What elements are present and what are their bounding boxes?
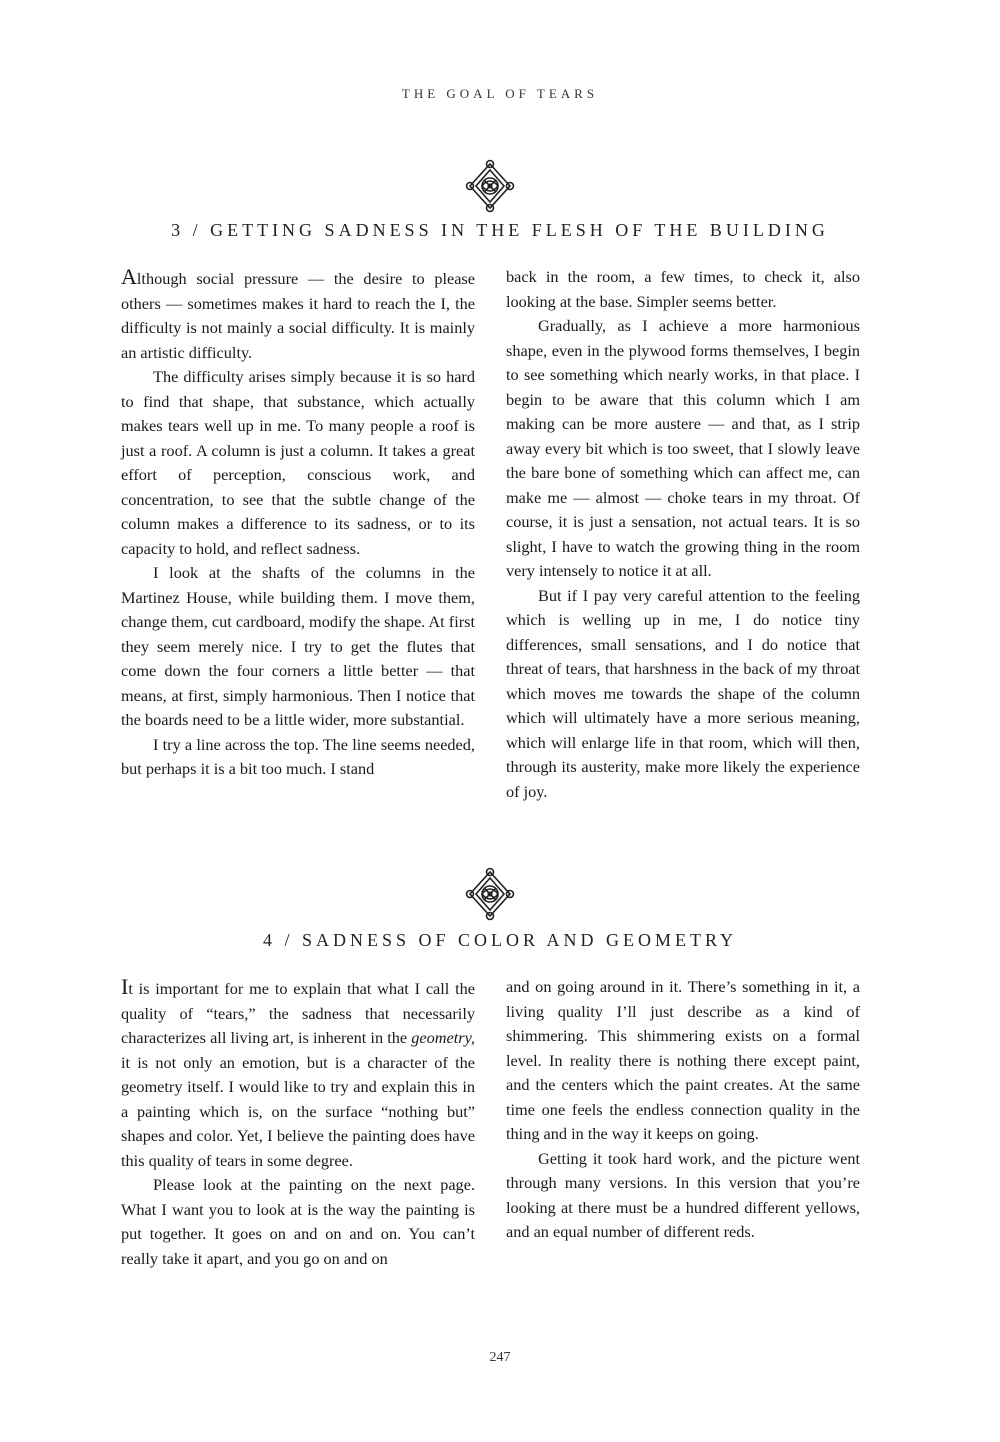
paragraph: I look at the shafts of the columns in the Martinez House, while building them. I move them, change them, cut cardboard, modify the shape. At first they seem merely nice. I try to get the flutes that come down the four corners a little better — that means, at first, simply harmonious. Then I notice that the boards need to be a little wider, more substantial. [121,563,476,729]
paragraph: Although social pressure — the desire to please others — sometimes makes it hard to reach the I, the difficulty is not mainly a social difficulty. It is mainly an artistic difficulty. [121,264,475,362]
paragraph: But if I pay very careful attention to the feeling which is welling up in me, I do notice tiny differences, small sensations, and I do notice that threat of tears, that harshness in the back of my throat which moves me towards the shape of the column which will ultimately have a more serious meaning, which will enlarge life in that room, which will then, through its austerity, make more likely the experience of joy. [506,585,860,801]
paragraph: Please look at the painting on the next page. What I want you to look at is the way the painting is put together. It goes on and on and on. You can’t really take it apart, and you go on and on [121,1175,475,1268]
paragraph: The difficulty arises simply because it is so hard to find that shape, that substance, which actually makes tears well up in me. To many people a roof is just a roof. A column is just a column. It takes a great effort of perception, conscious work, and concentration, to see that the subtle change of the column makes a difference to its sadness, or to its capacity to hold, and reflect sadness. [121,367,475,558]
celtic-knot-icon [462,866,518,922]
running-head: THE GOAL OF TEARS [401,86,599,101]
emphasis-text: geometry, [411,1028,475,1047]
paragraph: back in the room, a few times, to check it, also looking at the base. Simpler seems better. [506,267,860,311]
ornament-1 [462,158,518,214]
celtic-knot-icon [462,158,518,214]
paragraph [121,975,475,1173]
paragraph: and on going around in it. There’s something in it, a living quality I’ll just describe as a kind of shimmering. This shimmering exists on a formal level. In reality there is nothing there except paint, and the centers which the paint creates. At the same time one feels the endless connection quality in the thing and in the way it keeps on going. [506,977,860,1143]
ornament-2 [462,866,518,922]
section-3-left-column [121,265,475,782]
section-3-right-column [506,265,860,804]
paragraph: Gradually, as I achieve a more harmonious shape, even in the plywood forms themselves, I begin to see something which nearly works, in that place. I begin to be aware that this column which I am making can be more austere — and that, as I strip away every bit which is too sweet, that I slowly leave the bare bone of something which can affect me, can make me — almost — choke tears in my throat. Of course, it is just a sensation, not actual tears. It is so slight, I have to watch the growing thing in the room very intensely to notice it at all. [506,316,860,580]
section-4-left-column [121,975,475,1271]
page-number: 247 [489,1350,511,1365]
paragraph-text: it is not only an emotion, but is a character of the geometry itself. I would like to try and explain this in a painting which is, on the surface “nothing but” shapes and color. Yet, I believe the painting does have this quality of tears in some degree. [121,1052,475,1170]
section-4-title: 4 / SADNESS OF COLOR AND GEOMETRY [262,930,738,950]
paragraph: I try a line across the top. The line seems needed, but perhaps it is a bit too much. I stand [121,734,475,778]
section-4-right-column [506,975,860,1245]
section-3-title: 3 / GETTING SADNESS IN THE FLESH OF THE BUILDING [171,220,829,240]
paragraph: Getting it took hard work, and the picture went through many versions. In this version that you’re looking at there must be a hundred different yellows, and an equal number of different reds. [506,1148,860,1241]
paragraph-text: It is important for me to explain that what I call the quality of “tears,” the sadness that necessarily characterizes all living art, is inherent in the [121,974,475,1047]
